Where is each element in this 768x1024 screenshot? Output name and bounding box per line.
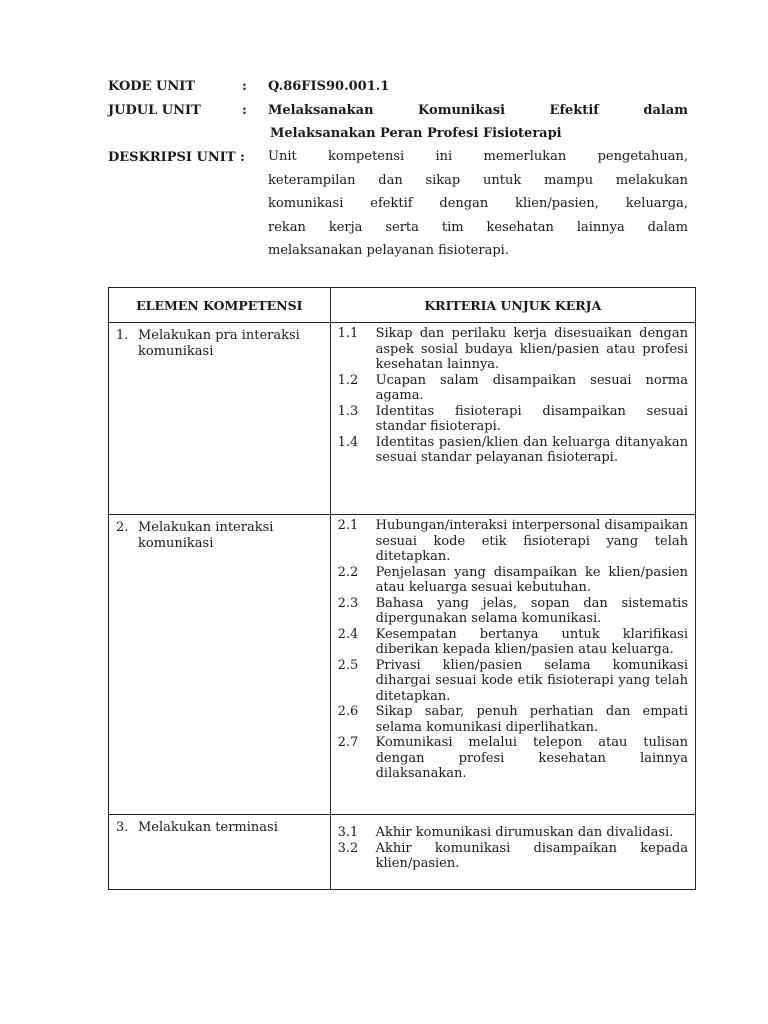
criteria-number: 2.4 [337, 626, 359, 642]
element-text: Melakukan pra interaksi komunikasi [138, 328, 300, 359]
criteria-text: Sikap sabar, penuh perhatian dan empati selama komunikasi diperlihatkan. [375, 704, 688, 735]
criteria-item [338, 518, 688, 565]
criteria-text: Identitas pasien/klien dan keluarga ditanyakan sesuai standar pelayanan fisioterapi. [375, 434, 688, 465]
criteria-text: Privasi klien/pasien selama komunikasi dihargai sesuai kode etik fisioterapi yang telah ditetapkan. [375, 657, 688, 704]
criteria-item [338, 627, 688, 658]
criteria-text: Ucapan salam disampaikan sesuai norma agama. [375, 372, 688, 403]
judul-unit-line1: Melaksanakan Komunikasi Efektif dalam [268, 103, 688, 118]
table-row [109, 515, 696, 815]
criteria-item [338, 825, 688, 841]
criteria-text: Kesempatan bertanya untuk klarifikasi diberikan kepada klien/pasien atau keluarga. [375, 626, 688, 657]
element-cell [109, 515, 331, 815]
element-number: 1. [116, 328, 129, 343]
element-cell [109, 323, 331, 515]
kode-unit-colon: : [242, 79, 247, 94]
criteria-number: 2.6 [337, 704, 359, 719]
deskripsi-line: komunikasi efektif dengan klien/pasien, keluarga, [268, 196, 688, 211]
table-header-row [109, 288, 696, 323]
criteria-text: Bahasa yang jelas, sopan dan sistematis dipergunakan selama komunikasi. [375, 595, 688, 626]
criteria-item [338, 326, 688, 373]
element-text: Melakukan terminasi [138, 820, 278, 835]
criteria-text: Komunikasi melalui telepon atau tulisan dengan profesi kesehatan lainnya dilaksanakan. [375, 735, 688, 781]
criteria-text: Sikap dan perilaku kerja disesuaikan dengan aspek sosial budaya klien/pasien atau profesi kesehatan lainnya. [375, 326, 688, 372]
element-cell [109, 815, 331, 890]
criteria-item [338, 596, 688, 627]
criteria-item [338, 735, 688, 782]
criteria-number: 2.1 [337, 518, 359, 533]
header-kriteria-unjuk-kerja: KRITERIA UNJUK KERJA [330, 288, 695, 323]
judul-unit-label: JUDUL UNIT [108, 103, 201, 118]
criteria-number: 3.2 [337, 840, 359, 856]
competency-table [108, 287, 696, 890]
table-row [109, 815, 696, 890]
criteria-item [338, 658, 688, 705]
header-elemen-kompetensi: ELEMEN KOMPETENSI [109, 288, 331, 323]
kode-unit-label: KODE UNIT [108, 79, 195, 94]
criteria-item [338, 841, 688, 872]
element-number: 2. [116, 520, 129, 535]
criteria-item [338, 373, 688, 404]
criteria-cell [330, 515, 695, 815]
deskripsi-line: rekan kerja serta tim kesehatan lainnya dalam [268, 219, 688, 235]
criteria-number: 2.7 [337, 735, 359, 750]
criteria-text: Penjelasan yang disampaikan ke klien/pasien atau keluarga sesuai kebutuhan. [375, 564, 688, 595]
deskripsi-unit-label: DESKRIPSI UNIT : [108, 150, 245, 165]
criteria-text: Identitas fisioterapi disampaikan sesuai standar fisioterapi. [375, 403, 688, 434]
criteria-text: Akhir komunikasi dirumuskan dan divalidasi. [375, 825, 674, 840]
criteria-text: Hubungan/interaksi interpersonal disampaikan sesuai kode etik fisioterapi yang telah ditetapkan. [375, 518, 688, 564]
criteria-number: 1.2 [337, 372, 359, 388]
element-text: Melakukan interaksi komunikasi [138, 520, 274, 551]
judul-unit-line2: Melaksanakan Peran Profesi Fisioterapi [270, 126, 562, 141]
criteria-number: 1.3 [337, 403, 359, 419]
criteria-item [338, 404, 688, 435]
deskripsi-line: Unit kompetensi ini memerlukan pengetahuan, [268, 149, 688, 164]
judul-unit-colon: : [242, 103, 247, 118]
criteria-number: 3.1 [337, 825, 359, 840]
criteria-number: 2.5 [337, 657, 359, 673]
deskripsi-line: melaksanakan pelayanan fisioterapi. [268, 243, 509, 258]
kode-unit-value: Q.86FIS90.001.1 [268, 79, 390, 94]
judul-unit-line2-row [270, 126, 562, 141]
criteria-text: Akhir komunikasi disampaikan kepada klien/pasien. [375, 840, 688, 871]
criteria-cell [330, 815, 695, 890]
criteria-number: 1.1 [337, 326, 359, 341]
deskripsi-line: keterampilan dan sikap untuk mampu melakukan [268, 172, 688, 188]
criteria-item [338, 565, 688, 596]
table-row [109, 323, 696, 515]
criteria-number: 2.2 [337, 564, 359, 580]
criteria-number: 2.3 [337, 595, 359, 611]
element-number: 3. [116, 820, 129, 835]
criteria-number: 1.4 [337, 434, 359, 450]
criteria-item [338, 435, 688, 466]
criteria-item [338, 704, 688, 735]
criteria-cell [330, 323, 695, 515]
